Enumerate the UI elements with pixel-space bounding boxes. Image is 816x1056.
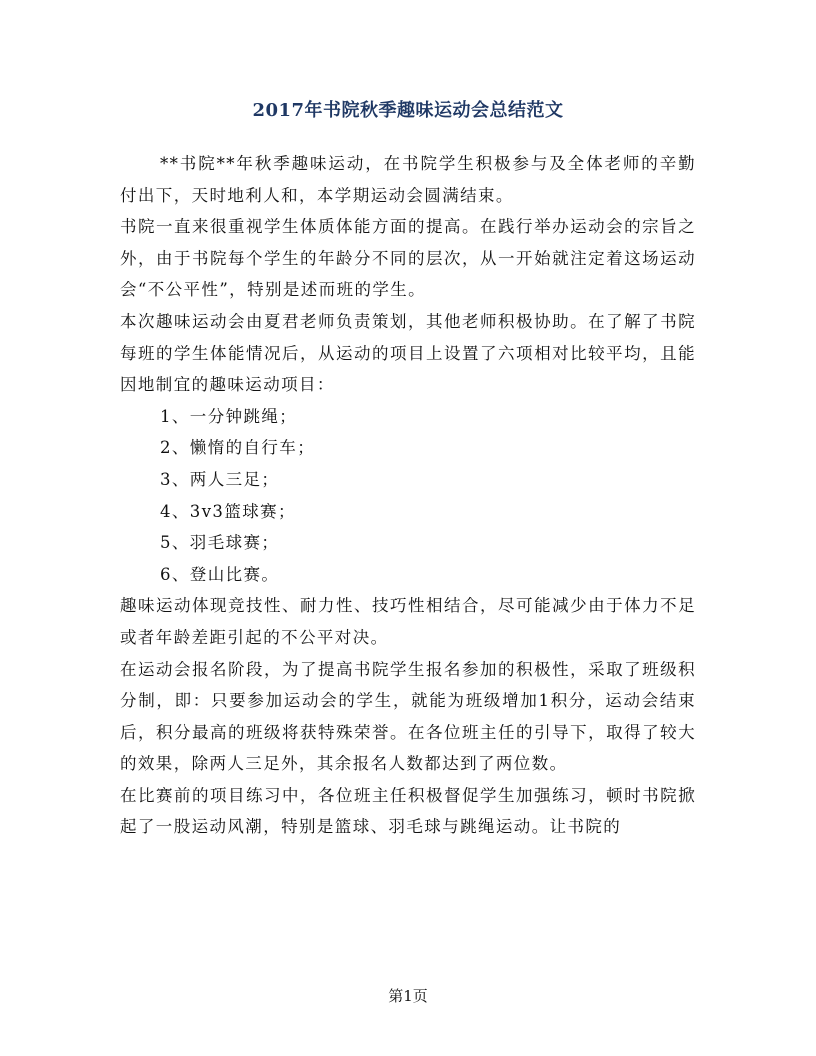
paragraph-features: 趣味运动体现竞技性、耐力性、技巧性相结合，尽可能减少由于体力不足或者年龄差距引起的不公平对决。 — [120, 596, 696, 647]
paragraph-registration: 在运动会报名阶段，为了提高书院学生报名参加的积极性，采取了班级积分制，即：只要参加运动会的学生，就能为班级增加1积分，运动会结束后，积分最高的班级将获特殊荣誉。在各位班主任的引导下，取得了较大的效果，除两人三足外，其余报名人数都达到了两位数。 — [120, 659, 696, 774]
list-item: 3、两人三足； — [160, 469, 280, 489]
list-item: 5、羽毛球赛； — [160, 533, 280, 553]
event-list — [120, 401, 696, 591]
list-item: 1、一分钟跳绳； — [160, 406, 298, 426]
list-item: 2、懒惰的自行车； — [160, 438, 316, 458]
paragraph-background: 书院一直来很重视学生体质体能方面的提高。在践行举办运动会的宗旨之外，由于书院每个学生的年龄分不同的层次，从一开始就注定着这场运动会“不公平性”，特别是述而班的学生。 — [120, 217, 696, 300]
paragraph-practice: 在比赛前的项目练习中，各位班主任积极督促学生加强练习，顿时书院掀起了一股运动风潮，特别是篮球、羽毛球与跳绳运动。让书院的 — [120, 785, 696, 837]
document-body — [120, 148, 696, 843]
list-item: 4、3v3篮球赛； — [160, 501, 296, 521]
list-item: 6、登山比赛。 — [160, 564, 280, 584]
page-number: 第1页 — [388, 987, 428, 1005]
paragraph-intro: **书院**年秋季趣味运动，在书院学生积极参与及全体老师的辛勤付出下，天时地利人和，本学期运动会圆满结束。 — [120, 154, 696, 205]
paragraph-planning: 本次趣味运动会由夏君老师负责策划，其他老师积极协助。在了解了书院每班的学生体能情况后，从运动的项目上设置了六项相对比较平均，且能因地制宜的趣味运动项目： — [120, 311, 696, 395]
document-title: 2017年书院秋季趣味运动会总结范文 — [252, 100, 564, 121]
